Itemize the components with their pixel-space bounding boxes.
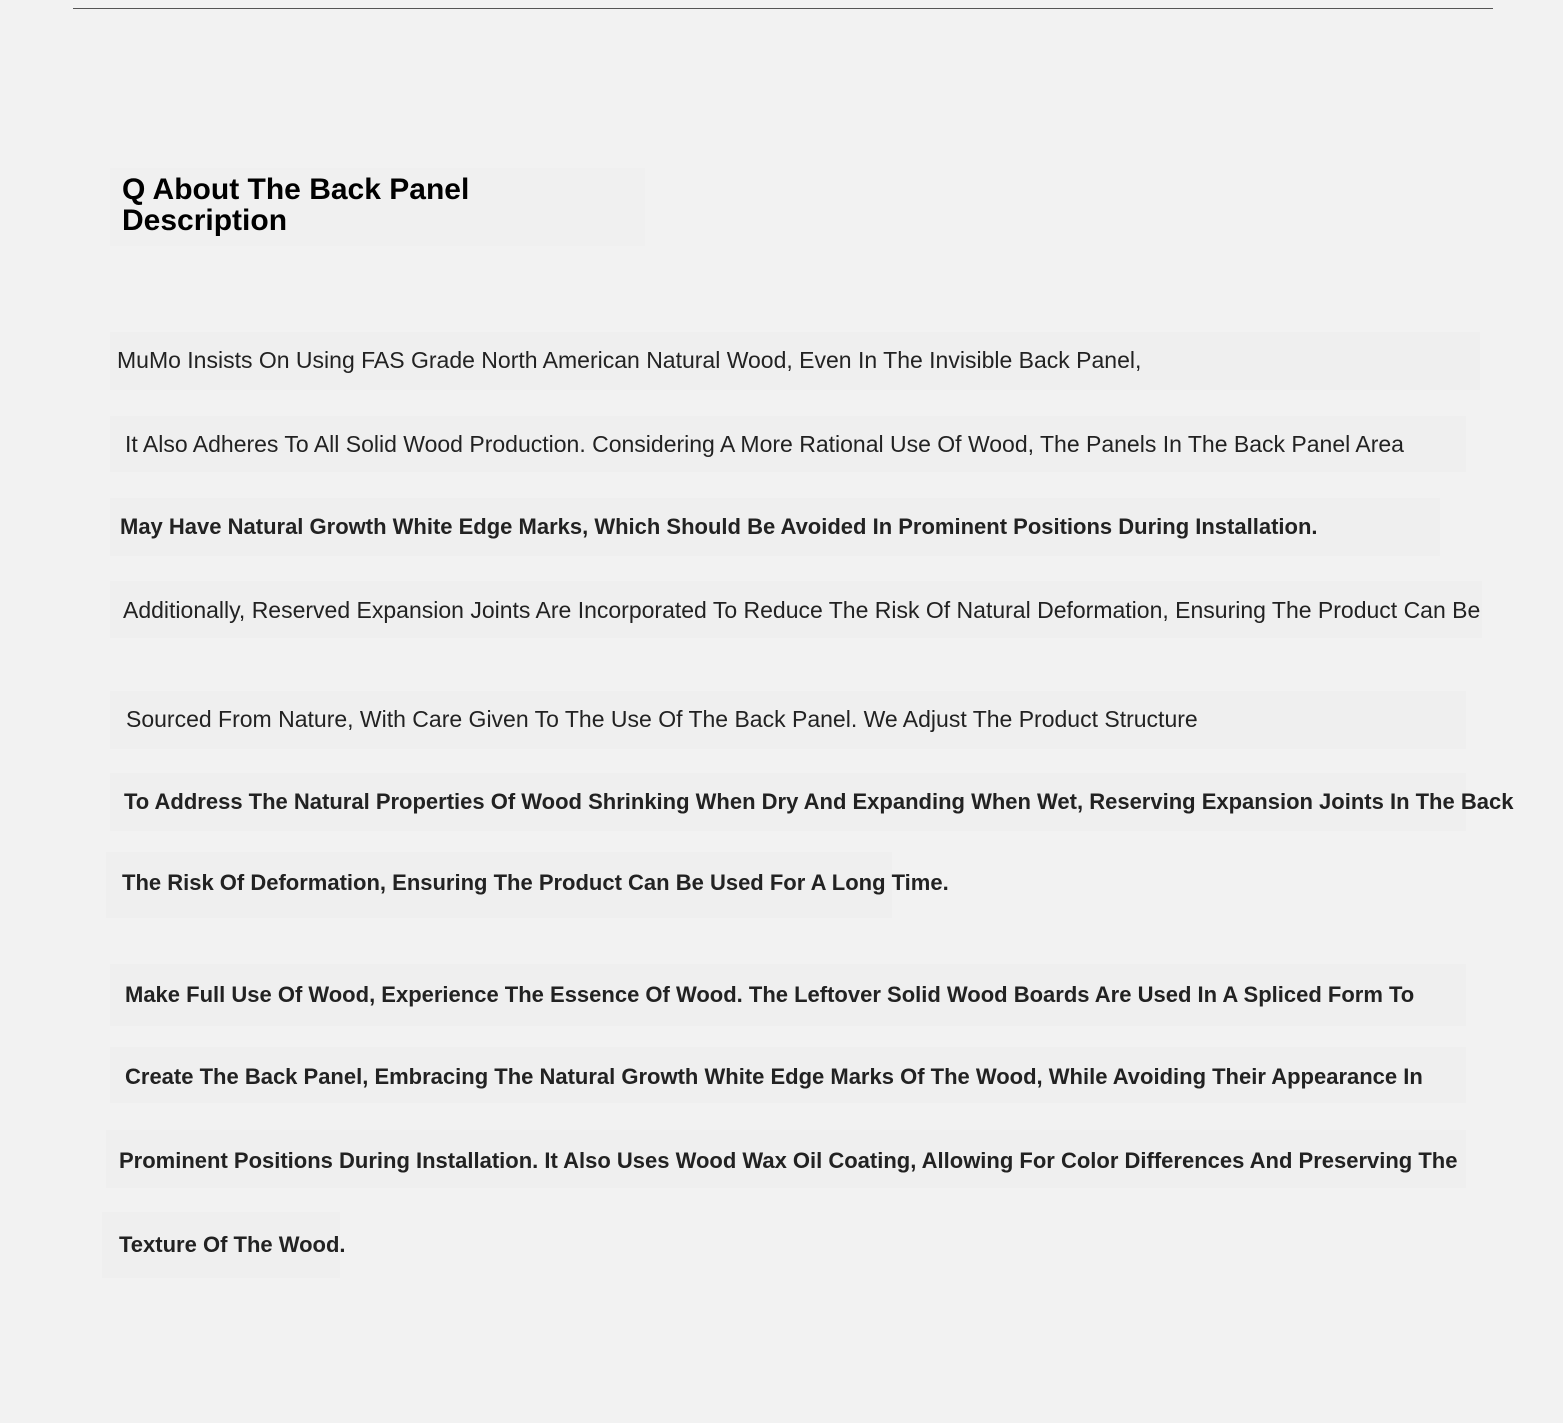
paragraph-line: It Also Adheres To All Solid Wood Production. Considering A More Rational Use Of Wood, The Panels In The Back Panel Area [125, 431, 1404, 457]
paragraph-line: To Address The Natural Properties Of Wood Shrinking When Dry And Expanding When Wet, Reserving Expansion Joints In The Back [124, 789, 1514, 814]
paragraph-line: Make Full Use Of Wood, Experience The Essence Of Wood. The Leftover Solid Wood Boards Are Used In A Spliced Form To [125, 982, 1415, 1007]
paragraph-line: May Have Natural Growth White Edge Marks, Which Should Be Avoided In Prominent Positions During Installation. [120, 514, 1318, 539]
paragraph-line: Texture Of The Wood. [119, 1232, 346, 1257]
top-divider [73, 8, 1493, 9]
paragraph-line: Create The Back Panel, Embracing The Natural Growth White Edge Marks Of The Wood, While Avoiding Their Appearance In [125, 1064, 1423, 1089]
paragraph-line: Sourced From Nature, With Care Given To The Use Of The Back Panel. We Adjust The Product Structure [126, 706, 1198, 732]
paragraph-line: MuMo Insists On Using FAS Grade North American Natural Wood, Even In The Invisible Back Panel, [117, 347, 1142, 373]
paragraph-line: The Risk Of Deformation, Ensuring The Product Can Be Used For A Long Time. [122, 870, 949, 895]
paragraph-line: Additionally, Reserved Expansion Joints Are Incorporated To Reduce The Risk Of Natural Deformation, Ensuring The Product Can Be [123, 597, 1481, 623]
page-title: Q About The Back Panel Description [122, 173, 470, 237]
paragraph-line: Prominent Positions During Installation. It Also Uses Wood Wax Oil Coating, Allowing For Color Differences And Preserving The [119, 1148, 1458, 1173]
